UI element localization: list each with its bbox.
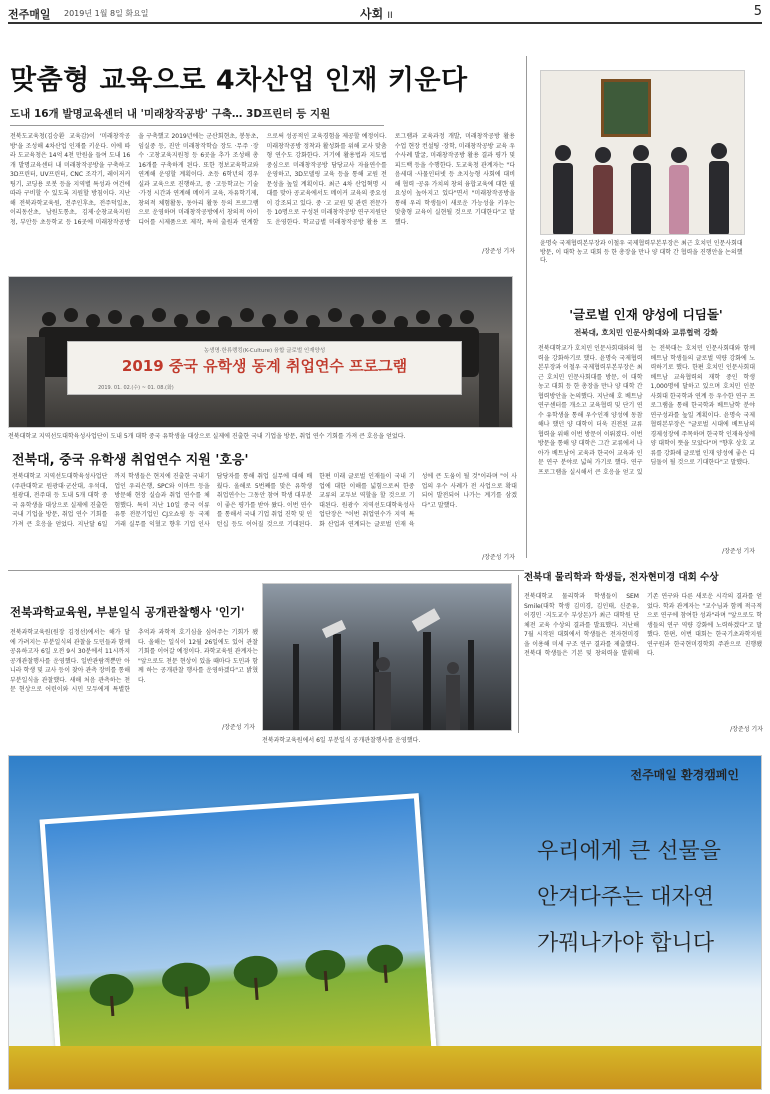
article2-headline: 전북대, 중국 유학생 취업연수 지원 '호응' xyxy=(12,453,249,468)
subhead-rule xyxy=(10,125,384,126)
article4-body: 전북과학교육원(원장 김정선)에서는 해가 달에 가려지는 부분일식의 관찰을 도민들과 함께 공유하고자 6일 오전 9시 30분에서 11시까지 공개관찰행사를 운영했다. 일반관람객뿐만 아니라 학생 및 교사 등이 찾아 관측 장비를 통해 부분일식을 관찰했다. 새해 처음 관측하는 천문 현상으로 어린이와 시민 모두에게 특별한 추억과 과학적 호기심을 심어주는 기회가 됐다. 올해는 일식이 12월 26일에도 있어 관찰 기회를 이어갈 예정이다. 과학교육원 관계자는 "앞으로도 천문 현상이 있을 때마다 도민과 함께 하는 공개관찰 행사를 운영하겠다"고 밝혔다. xyxy=(10,629,258,693)
bottom-divider xyxy=(518,575,519,733)
article5-headline: 전북대 물리학과 학생들, 전자현미경 대회 수상 xyxy=(524,569,764,583)
photo-top-caption: 전북대학교 지역선도대학육성사업단이 도내 5개 대학 중국 유학생을 대상으로 실제에 진출한 국내 기업을 방문, 취업 연수 기회를 가져 큰 호응을 얻었다. xyxy=(8,433,406,440)
article4-byline: /장준성 기자 xyxy=(222,724,255,731)
banner-date: 2019. 01. 02.(수) ~ 01. 08.(화) xyxy=(98,385,174,391)
page-number: 5 xyxy=(753,4,762,19)
article3-body: 전북대학교가 호치민 인문사회대와의 협력을 강화하기로 했다. 윤명숙 국제협력본부장과 이철우 국제협력부본부장은 최근 호치민 인문사회대를 방문, 이 대학 농고 대회 등 한 총장을 만나 양 대학 간 협력방안을 논의했다. 지난해 호 베트남 연구센터를 개소고 교육협력 및 단기 연수 유학생을 통해 우수인재 양성에 동참 해나 했던 양 대학이 더욱 진전된 교류 협력을 위해 이번 방문이 이뤄졌다. 이번 방문을 통해 양 대학은 그간 교류에서 나아가 베트남어 교육과 한국어 교육과 인문 연구 분야로 넓혀 가기로 했다. 연구프로그램을 실시해서 큰 호응을 얻고 있는 전북대는 호치민 인문사회대와 함께 베트남 학생들의 글로벌 역량 강화에 노력하기로 했다. 한편 호치민 인문사회대 베트남 교육협력의 재학 중인 학생 1,000명에 달하고 있으며 호치민 인문사회대 한국학과 연계 등 우수한 연구 프로그램을 통해 한국학과 베트남학 분야 연구성과를 높일 계획이다. 윤명숙 국제협력본부장은 "글로벌 시대에 베트남의 경제성장에 주목하며 한국학 인재육성에 양 대학이 뜻을 모았다"며 "향후 상호 교류를 강화해 글로벌 인재 양성에 좋은 디딤돌이 될 것으로 기대한다"고 말했다. xyxy=(538,345,755,476)
banner xyxy=(67,341,462,395)
right-divider xyxy=(526,56,527,558)
masthead-rule xyxy=(8,22,762,24)
group-photo-students xyxy=(8,276,513,428)
campaign-line-1: 우리에게 큰 선물을 xyxy=(537,839,722,864)
campaign-ad xyxy=(8,755,762,1090)
article4-caption: 전북과학교육원에서 6일 부분일식 공개관찰행사를 운영했다. xyxy=(262,737,421,744)
article3-byline: /장준성 기자 xyxy=(722,548,755,555)
main-byline: /장준성 기자 xyxy=(482,248,515,255)
main-body: 전북도교육청(김승환 교육감)이 '미래창작공방'을 조성해 4차산업 인재를 키운다. 이에 따라 도교육청은 14억 4천 만원을 들여 도내 16개 발명교육센터 내 미래창작공방을 구축하고 3D프린터, UV프린터, CNC 조각기, 레이저커팅기, 코딩용 로봇 등을 지역별 특성과 여건에 따라 구비할 수 있도록 지원할 방침이다. 지난해 전북과학교육원, 전주인후초, 전주덕일초, 이리동산초, 남원도통초, 김제·순창교육지원청, 부안등 초등학교 등 16곳에 미래창작공방을 구축했고 2019년에는 군산회현초, 봉동초, 임실중 등, 진안 미래창작학습 장도 ·무주 ·장수 ·고창교육지원청 등 6곳을 추가 조성해 총 16개를 구축하게 된다. 또한 정보교육학교와 연계해 운영할 계획이다. 초등 6학년의 경우 실과 교육으로 진행하고, 중 ·고등학교는 기술 ·가정 시간과 연계해 메이커 교육, 자유학기제, 창의적 체험활동, 동아리 활동 등의 프로그램으로 운영하며 미래창작공방에서 창의적 아이디어를 시제품으로 제작, 특허 출원과 연계함으로써 성공적인 교육경험을 제공할 예정이다. 미래창작공방 정착과 활성화를 위해 교사 맞춤형 연수도 강화한다. 거기에 활용법과 지도법 중심으로 미래창작공방 담당교사 자율연수를 운영하고, 3D모델링 교육 등을 통해 교원 전문성을 높일 계획이다. 최근 4차 산업혁명 시대를 맞아 공교육에서도 메이커 교육의 중요성이 강조되고 있다. 중 ·고 교원 및 관련 전문가 등 10명으로 구성된 미래창작공방 연구지원단도 운영한다. 학교급별 미래창작공방 활용 프로그램과 교육과정 개발, 미래창작공방 활용 수업 현장 컨설팅 ·장학, 미래창작공방 교육 우수사례 발굴, 미래창작공방 활용 결과 평가 및 피드백 등을 수행한다. 도교육청 관계자는 "다음세대 ·사물인터넷 등 초지능형 사회에 대비해 협력 ·공유 가치의 창의 융합교육에 대한 필요성이 높아지고 있다"면서 "미래창작공방을 통해 우리 학생들이 새로운 가능성을 키우는 맞춤형 교육이 실현될 것으로 기대한다"고 말했다. xyxy=(10,133,515,226)
main-subhead: 도내 16개 발명교육센터 내 '미래창작공방' 구축… 3D프린터 등 지원 xyxy=(10,108,331,120)
article3-headline: '글로벌 인재 양성에 디딤돌' xyxy=(569,307,723,322)
article3-subhead: 전북대, 호치민 인문사회대와 교류협력 강화 xyxy=(574,328,718,337)
campaign-line-3: 가꿔나가야 합니다 xyxy=(537,931,715,956)
article2-byline: /장준성 기자 xyxy=(482,554,515,561)
masthead xyxy=(8,4,762,22)
section-name: 사회 II xyxy=(360,7,393,21)
eclipse-photo xyxy=(262,583,512,731)
campaign-label: 전주매일 환경캠페인 xyxy=(630,768,739,782)
photo-right-caption: 윤명숙 국제협력본부장과 이철우 국제협력부본부장은 최근 호치민 인문사회대 방문, 이 대학 농고 대회 등 한 총장을 만나 양 대학 간 협력을 진행안을 논의했다. xyxy=(540,240,743,264)
meeting-photo xyxy=(540,70,745,235)
issue-date: 2019년 1월 8일 화요일 xyxy=(64,9,149,18)
main-headline: 맞춤형 교육으로 4차산업 인재 키운다 xyxy=(10,65,468,96)
banner-small-text: 농생명·한류랭킹(K-Culture) 융합 글로벌 인재양성 xyxy=(203,348,326,354)
article2-body: 전북대학교 지역선도대학육성사업단(주관대학교 원광대·군산대, 우석대, 원광대, 전주대 등 도내 5개 대학 중국 유학생을 대상으로 실제에 진출한 국내 기업을 방문, 취업 연수 기회를 가져 큰 호응을 얻었다. 지난달 6일까지 학생들은 현지에 진출한 국내기업인 우리은행, SPC와 이마트 등을 방문해 현장 실습과 취업 연수를 체험했다. 특히 지난 10일 중국 이류 유통 전문기업인 CJ오쇼핑 등 국제 거래 실무를 익혔고 향후 기업 인사 담당자를 통해 취업 실무에 대해 배웠다. 올해로 5번째를 맞은 유학생 취업연수는 그동안 참여 학생 대부분이 좋은 평가를 받아 왔다. 이번 연수를 통해서 국내 기업 취업 진학 및 인턴십 등도 이어질 것으로 기대된다. 한편 미래 글로벌 인재들이 국내 기업에 대한 이해를 넓힘으로써 한중 교류의 교두보 역할을 할 것으로 기대된다. 원광수 지역선도대학육성사업단장은 "이번 취업연수가 지역 특화 산업과 연계되는 글로벌 인재 육성에 큰 도움이 될 것"이라며 "이 사업의 우수 사례가 전 사업으로 확대되어 발전되어 나가는 계기를 삼겠다"고 말했다. xyxy=(12,473,517,528)
paper-name: 전주매일 xyxy=(8,8,51,21)
article4-headline: 전북과학교육원, 부분일식 공개관찰행사 '인기' xyxy=(10,605,245,619)
campaign-line-2: 안겨다주는 대자연 xyxy=(537,885,715,910)
campaign-field xyxy=(9,1046,762,1090)
article5-body: 전북대학교 물리학과 학생들이 SEM Smile(대학 학생 김미경, 김인태, 신준유, 이경민 ·지도교수 부상돈)가 최근 대학원 단체전 교육 수상의 결과를 발표했다. 지난해 7월 시작된 대회에서 학생들은 전자현미경을 이용해 미세 구조 연구 결과를 제출했다. 전북대 학생들은 기본 및 창의력을 발휘해 기존 연구와 다른 새로운 시각의 결과를 얻었다. 학과 관계자는 "교수님과 함께 적극적으로 연구에 참여한 성과"라며 "앞으로도 학생들의 연구 역량 강화에 노력하겠다"고 말했다. 한편, 이번 대회는 한국기초과학지원연구원과 한국현미경학회 주관으로 진행됐다. xyxy=(524,593,762,657)
article5-byline: /장준성 기자 xyxy=(730,726,763,733)
banner-title: 2019 중국 유학생 동계 취업연수 프로그램 xyxy=(121,357,408,375)
